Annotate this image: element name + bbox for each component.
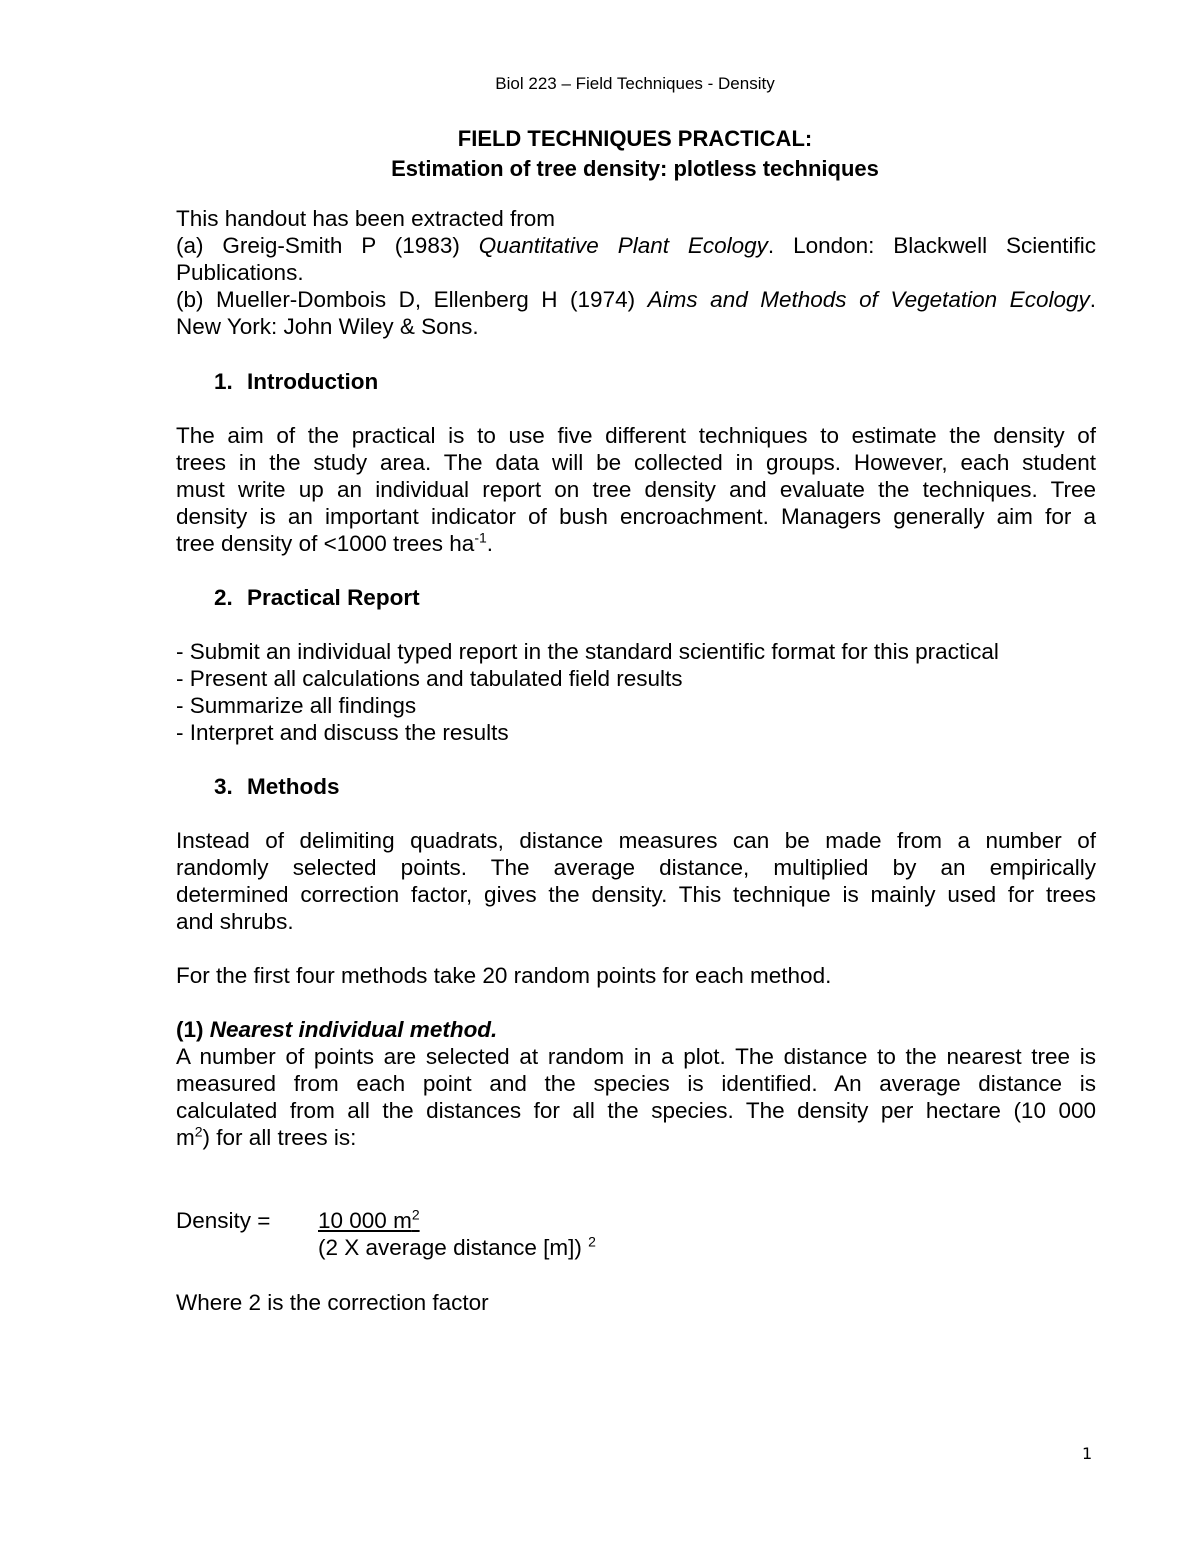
document-title	[0, 124, 1200, 184]
intro-line: must write up an individual report on tree density and evaluate the techniques. Tree	[176, 477, 1096, 502]
source-b-line-2: New York: John Wiley & Sons.	[176, 314, 479, 339]
source-b: (b) Mueller-Dombois D, Ellenberg H (1974) Aims and Methods of Vegetation Ecology.	[176, 287, 1096, 312]
page-number: 1	[1082, 1444, 1093, 1463]
sources-intro: This handout has been extracted from	[176, 206, 555, 231]
section-1-body	[176, 422, 1096, 557]
section-1-heading: 1. Introduction	[214, 369, 379, 394]
report-list-item: - Submit an individual typed report in the standard scientific format for this practical	[176, 639, 999, 664]
report-list-item: - Present all calculations and tabulated field results	[176, 666, 683, 691]
method-1-line: A number of points are selected at random in a plot. The distance to the nearest tree is	[176, 1044, 1096, 1069]
title-line-2: Estimation of tree density: plotless techniques	[391, 156, 879, 181]
method-1-heading: (1) Nearest individual method.	[176, 1017, 498, 1042]
section-3-body	[176, 827, 1096, 935]
method-1-line: measured from each point and the species is identified. An average distance is	[176, 1071, 1096, 1096]
method-1-line-last: $m^2$) for all trees is:	[176, 1123, 357, 1150]
methods-line: determined correction factor, gives the density. This technique is mainly used for trees	[176, 882, 1096, 907]
formula-numerator: 10 000 $m^2$	[318, 1206, 420, 1233]
title-line-1: FIELD TECHNIQUES PRACTICAL:	[457, 126, 813, 151]
intro-line: The aim of the practical is to use five different techniques to estimate the density of	[176, 423, 1096, 448]
running-header: Biol 223 – Field Techniques - Density	[495, 74, 775, 93]
section-3-heading: 3. Methods	[214, 774, 340, 799]
formula-note: Where 2 is the correction factor	[176, 1290, 489, 1315]
intro-line-last: tree density of <1000 trees $ha^{-1}$.	[176, 529, 494, 556]
methods-line: randomly selected points. The average distance, multiplied by an empirically	[176, 855, 1096, 880]
section-2-heading: 2. Practical Report	[214, 585, 420, 610]
section-2-list	[176, 638, 1096, 746]
formula-denominator: (2 X average distance [m]) $^2$	[318, 1233, 596, 1260]
methods-note: For the first four methods take 20 random points for each method.	[176, 963, 832, 988]
intro-line: trees in the study area. The data will be collected in groups. However, each student	[176, 450, 1096, 475]
method-1-line: calculated from all the distances for all the species. The density per hectare (10 000	[176, 1098, 1096, 1123]
report-list-item: - Interpret and discuss the results	[176, 720, 509, 745]
method-1	[176, 1016, 1096, 1151]
source-a-line-2: Publications.	[176, 260, 304, 285]
intro-line: density is an important indicator of bush encroachment. Managers generally aim for a	[176, 504, 1096, 529]
methods-line: and shrubs.	[176, 909, 294, 934]
formula-label: Density =	[176, 1208, 271, 1233]
source-a: (a) Greig-Smith P (1983) Quantitative Plant Ecology. London: Blackwell Scientific	[176, 233, 1096, 258]
sources-block	[176, 205, 1096, 340]
methods-line: Instead of delimiting quadrats, distance measures can be made from a number of	[176, 828, 1096, 853]
report-list-item: - Summarize all findings	[176, 693, 417, 718]
